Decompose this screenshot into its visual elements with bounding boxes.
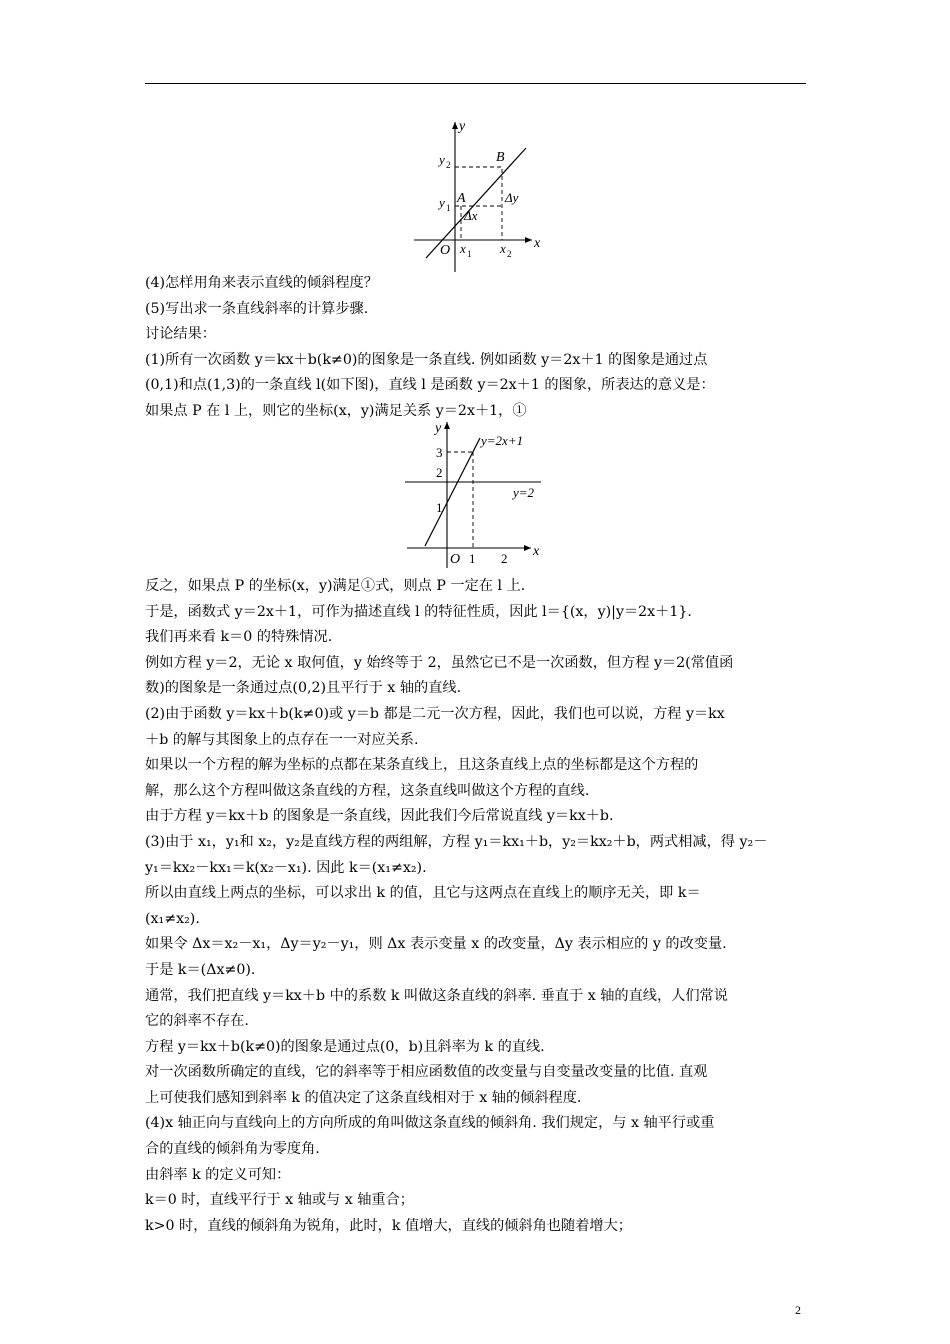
line1-label: y=2x+1 (481, 433, 524, 448)
text-line: 方程 y＝kx＋b(k≠0)的图象是通过点(0，b)且斜率为 k 的直线. (145, 1038, 545, 1055)
text-line: 通常，我们把直线 y＝kx＋b 中的系数 k 叫做这条直线的斜率. 垂直于 x 轴的直线，人们常说 (145, 987, 728, 1004)
text-line: (3)由于 x₁，y₁和 x₂，y₂是直线方程的两组解，方程 y₁＝kx₁＋b，y₂＝kx₂＋b，两式相减，得 y₂－ (145, 833, 768, 850)
tick-y1: 1 (436, 500, 443, 515)
text-line: ＋b 的解与其图象上的点存在一一对应关系. (145, 731, 419, 748)
x1-label: x (460, 241, 466, 256)
text-line: 解，那么这个方程叫做这条直线的方程，这条直线叫做这个方程的直线. (145, 782, 590, 799)
text-line: 我们再来看 k＝0 的特殊情况. (145, 629, 333, 646)
text-line: (4)怎样用角来表示直线的倾斜程度？ (145, 275, 378, 291)
text-line: (0,1)和点(1,3)的一条直线 l(如下图)，直线 l 是函数 y＝2x＋1 的图象，所表达的意义是： (145, 377, 715, 394)
text-block-b (145, 574, 810, 1239)
text-line: 它的斜率不存在. (145, 1013, 249, 1030)
x-axis-label: x (533, 544, 540, 559)
text-line: 由于方程 y＝kx＋b 的图象是一条直线，因此我们今后常说直线 y＝kx＋b. (145, 808, 614, 825)
x2-label: x (500, 241, 506, 256)
text-line: 由斜率 k 的定义可知： (145, 1166, 291, 1183)
x-axis-label: x (534, 236, 541, 251)
text-block-a (145, 271, 810, 425)
point-a-label: A (457, 191, 466, 206)
text-line: 所以由直线上两点的坐标，可以求出 k 的值，且它与这两点在直线上的顺序无关，即 k＝ (145, 885, 701, 902)
y2-sub: 2 (446, 160, 451, 170)
y1-sub: 1 (446, 203, 451, 213)
text-line: k>0 时，直线的倾斜角为锐角，此时，k 值增大，直线的倾斜角也随着增大； (145, 1217, 632, 1234)
delta-x-label: Δx (464, 208, 478, 223)
text-line: (2)由于函数 y＝kx＋b(k≠0)或 y＝b 都是二元一次方程，因此，我们也可以说，方程 y＝kx (145, 705, 725, 722)
line2-label: y=2 (513, 485, 535, 500)
text-line: 数)的图象是一条通过点(0,2)且平行于 x 轴的直线. (145, 680, 462, 697)
function-graph-svg (403, 418, 553, 570)
text-line: k＝0 时，直线平行于 x 轴或与 x 轴重合； (145, 1192, 414, 1209)
text-line: (4)x 轴正向与直线向上的方向所成的角叫做这条直线的倾斜角. 我们规定，与 x 轴平行或重 (145, 1115, 715, 1132)
tick-y2: 2 (436, 465, 443, 480)
header-rule (145, 83, 806, 84)
text-line: 上可使我们感知到斜率 k 的值决定了这条直线相对于 x 轴的倾斜程度. (145, 1089, 582, 1106)
tick-y3: 3 (436, 445, 443, 460)
function-graph-figure (403, 418, 553, 570)
tick-x2: 2 (501, 551, 508, 566)
text-line: (5)写出求一条直线斜率的计算步骤. (145, 300, 369, 317)
text-line: (1)所有一次函数 y＝kx＋b(k≠0)的图象是一条直线. 例如函数 y＝2x＋1 的图象是通过点 (145, 351, 708, 368)
line-y-2x-plus-1 (425, 438, 480, 546)
text-line: 于是 k＝(Δx≠0). (145, 961, 256, 978)
y-axis-label: y (459, 119, 466, 134)
y2-label: y (439, 152, 445, 167)
text-line: (x₁≠x₂). (145, 910, 200, 927)
text-line: 如果令 Δx＝x₂－x₁，Δy＝y₂－y₁，则 Δx 表示变量 x 的改变量，Δy 表示相应的 y 的改变量. (145, 936, 727, 953)
text-line: 如果以一个方程的解为坐标的点都在某条直线上，且这条直线上点的坐标都是这个方程的 (145, 757, 699, 774)
origin-label: O (440, 243, 451, 258)
text-line: 例如方程 y＝2，无论 x 取何值，y 始终等于 2，虽然它已不是一次函数，但方程 y＝2(常值函 (145, 654, 734, 671)
page-number: 2 (795, 1303, 801, 1317)
text-line: y₁＝kx₂－kx₁＝k(x₂－x₁). 因此 k＝(x₁≠x₂). (145, 859, 427, 876)
text-line: 对一次函数所确定的直线，它的斜率等于相应函数值的改变量与自变量改变量的比值. 直观 (145, 1064, 708, 1081)
y-axis-label: y (435, 421, 442, 436)
text-line: 如果点 P 在 l 上，则它的坐标(x，y)满足关系 y＝2x＋1，① (145, 402, 527, 419)
text-line: 于是，函数式 y＝2x＋1，可作为描述直线 l 的特征性质，因此 l＝{(x，y)|y＝2x＋1}. (145, 603, 692, 620)
y1-label: y (439, 195, 445, 210)
text-line: 讨论结果： (145, 326, 216, 343)
text-line: 反之，如果点 P 的坐标(x，y)满足①式，则点 P 一定在 l 上. (145, 578, 526, 594)
x1-sub: 1 (467, 249, 472, 259)
x2-sub: 2 (507, 249, 512, 259)
delta-y-label: Δy (505, 190, 519, 205)
origin-label: O (450, 552, 461, 567)
text-line: 合的直线的倾斜角为零度角. (145, 1141, 320, 1158)
tick-x1: 1 (469, 551, 476, 566)
slope-figure-svg (408, 118, 548, 274)
slope-figure (408, 118, 548, 274)
point-b-label: B (496, 150, 505, 165)
